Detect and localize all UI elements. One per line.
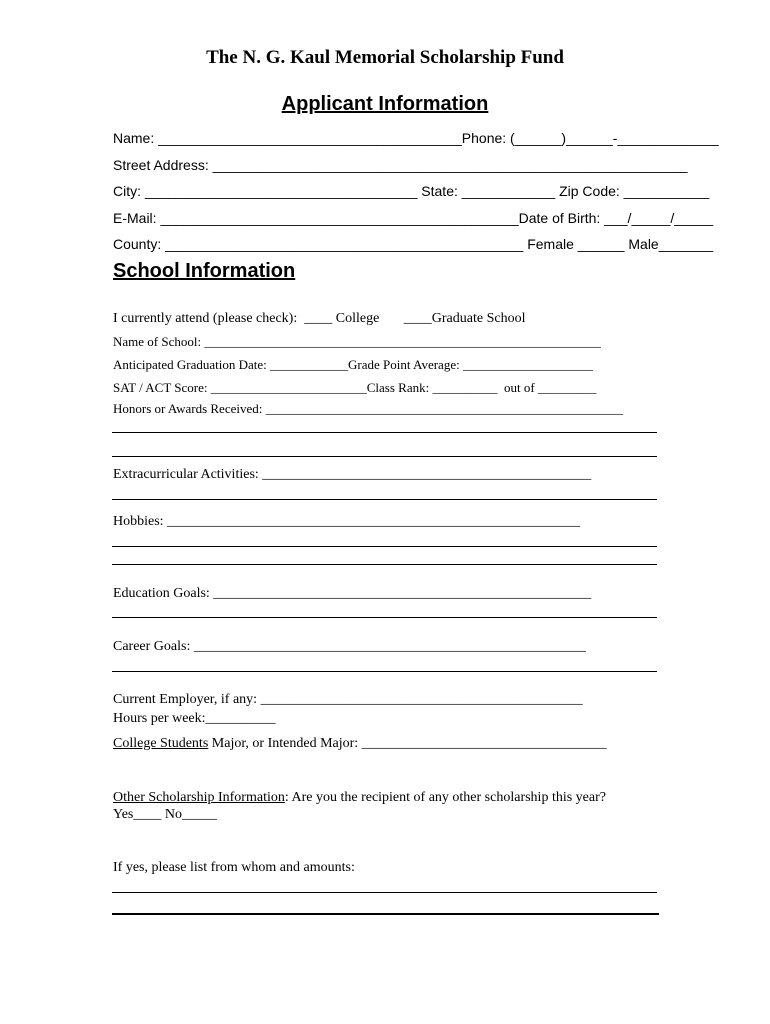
current-attendance-field[interactable]: I currently attend (please check): ____ College ____Graduate School <box>113 311 526 326</box>
education-goals-field[interactable]: Education Goals: ______________________________________________________ <box>113 586 592 601</box>
scholarship-list-line[interactable] <box>112 892 657 893</box>
career-goals-field[interactable]: Career Goals: ________________________________________________________ <box>113 639 586 654</box>
school-information-heading: School Information <box>113 260 296 282</box>
college-students-label: College Students <box>113 736 209 751</box>
yes-no-field[interactable]: Yes____ No_____ <box>113 807 217 822</box>
email-dob-field[interactable]: E-Mail: ______________________________________________Date of Birth: ___/_____/_____ <box>113 210 714 226</box>
honors-awards-field[interactable]: Honors or Awards Received: _______________________________________________________ <box>113 401 624 416</box>
form-title: The N. G. Kaul Memorial Scholarship Fund <box>206 47 564 68</box>
school-name-field[interactable]: Name of School: _____________________________________________________________ <box>113 334 601 349</box>
extracurricular-activities-field[interactable]: Extracurricular Activities: _______________________________________________ <box>113 467 592 482</box>
city-state-zip-field[interactable]: City: ___________________________________ State: ____________ Zip Code: ___________ <box>113 183 710 199</box>
county-gender-field[interactable]: County: ______________________________________________ Female ______ Male_______ <box>113 236 714 252</box>
major-label: Major, or Intended Major: ___________________________________ <box>208 736 607 751</box>
education-goals-continuation-line[interactable] <box>112 617 657 618</box>
career-goals-continuation-line[interactable] <box>112 671 657 672</box>
other-scholarship-question <box>113 790 606 806</box>
current-employer-field[interactable]: Current Employer, if any: ______________________________________________ <box>113 692 583 707</box>
major-field[interactable] <box>113 736 607 752</box>
sat-class-rank-field[interactable]: SAT / ACT Score: ________________________Class Rank: __________ out of _________ <box>113 380 597 395</box>
extracurricular-continuation-line[interactable] <box>112 499 657 500</box>
if-yes-list-label: If yes, please list from whom and amounts: <box>113 860 355 875</box>
other-scholarship-question-text: : Are you the recipient of any other scholarship this year? <box>284 790 606 805</box>
name-phone-field[interactable]: Name: _______________________________________Phone: (______)______-_____________ <box>113 130 719 146</box>
hobbies-field[interactable]: Hobbies: ___________________________________________________________ <box>113 514 581 529</box>
hours-per-week-field[interactable]: Hours per week:__________ <box>113 711 276 726</box>
scholarship-list-line[interactable] <box>112 913 659 915</box>
applicant-information-heading: Applicant Information <box>281 93 489 115</box>
other-scholarship-label: Other Scholarship Information <box>113 790 285 805</box>
hobbies-continuation-line[interactable] <box>112 564 657 565</box>
honors-continuation-line[interactable] <box>112 456 657 457</box>
honors-continuation-line[interactable] <box>112 432 657 433</box>
graduation-gpa-field[interactable]: Anticipated Graduation Date: ____________Grade Point Average: ____________________ <box>113 357 593 372</box>
hobbies-continuation-line[interactable] <box>112 546 657 547</box>
street-address-field[interactable]: Street Address: _____________________________________________________________ <box>113 157 688 173</box>
